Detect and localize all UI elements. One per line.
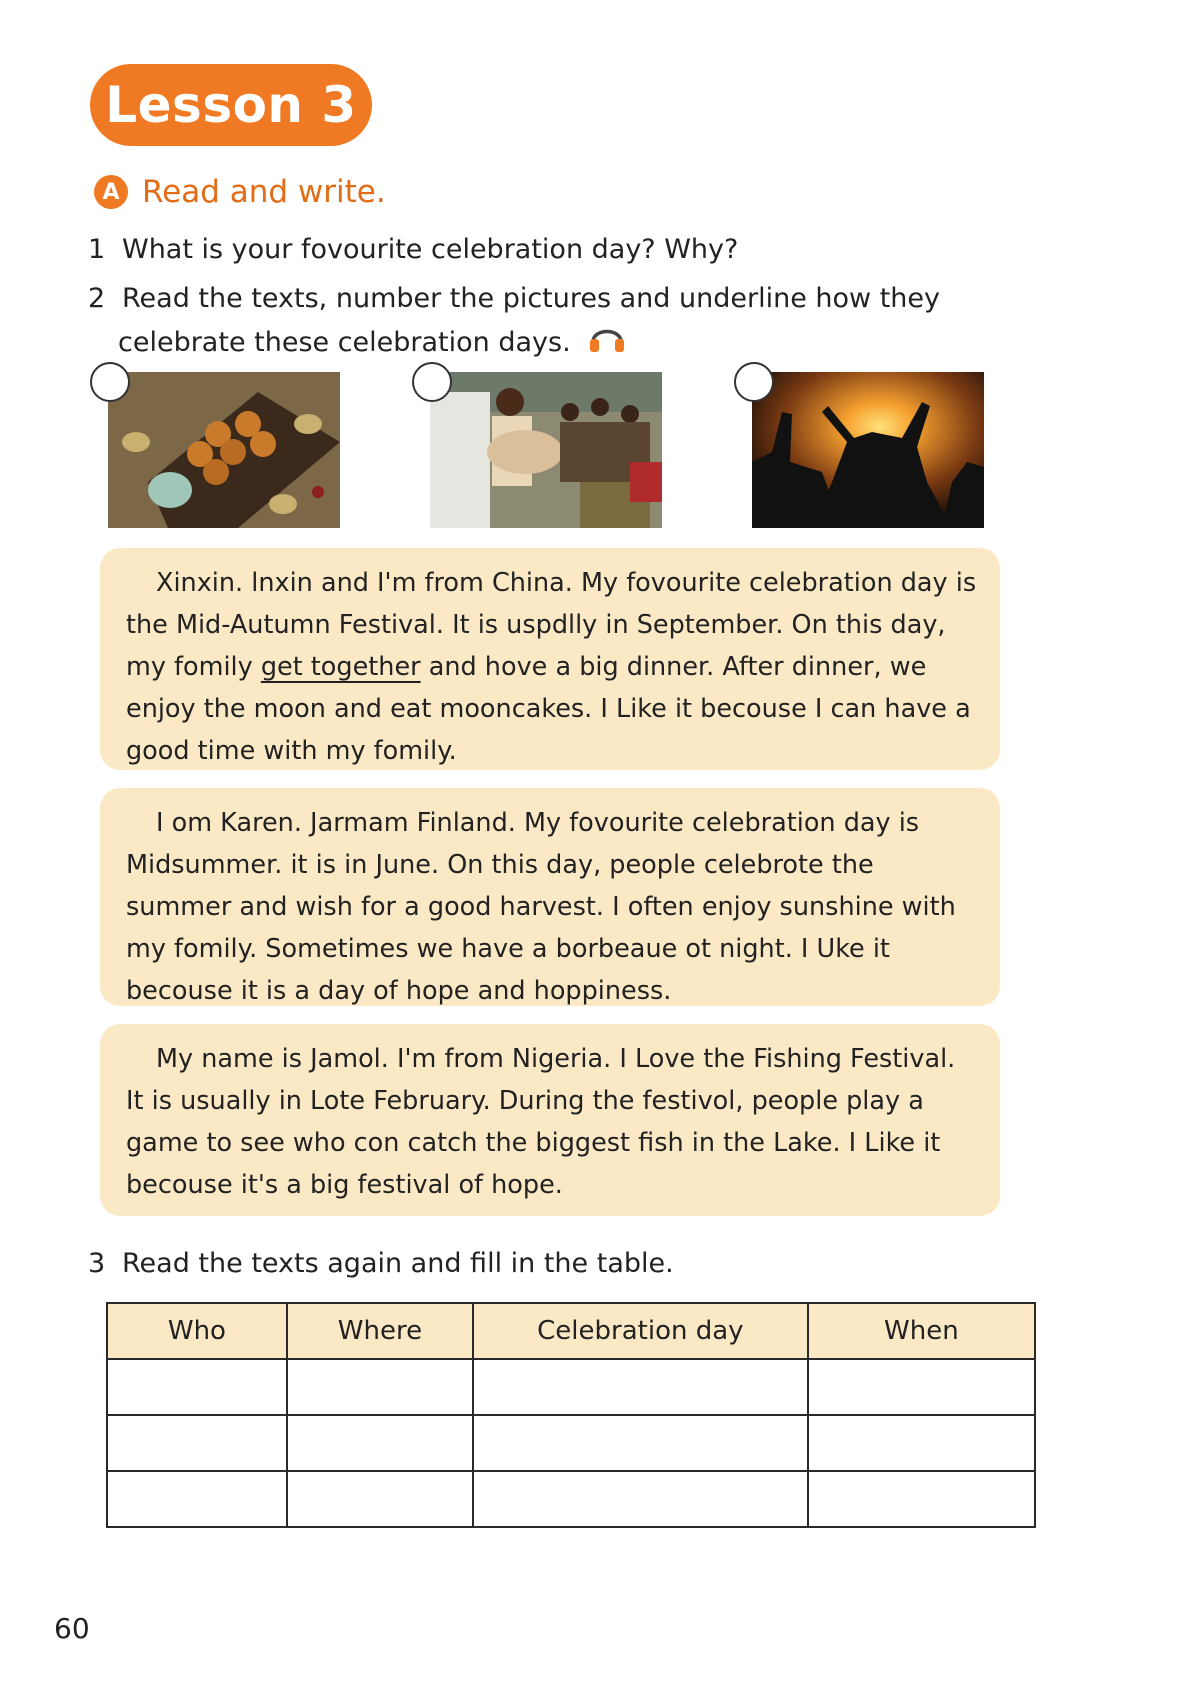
question-3-number: 3 xyxy=(88,1248,106,1279)
header-who: Who xyxy=(107,1303,287,1359)
question-1-number: 1 xyxy=(88,234,106,265)
table-cell[interactable] xyxy=(473,1359,808,1415)
page-number: 60 xyxy=(54,1612,90,1645)
text-paragraph: My name is Jamol. I'm from Nigeria. I Love the Fishing Festival. It is usually in Lote February. During the festivol, people play a game to see who con catch the biggest fish in the Lake. I Like it becouse it's a big festival of hope. xyxy=(126,1044,956,1200)
question-3 xyxy=(88,1243,674,1285)
picture-3-number-circle[interactable] xyxy=(734,362,774,402)
header-where: Where xyxy=(287,1303,473,1359)
fill-in-table xyxy=(106,1302,1036,1528)
table-cell[interactable] xyxy=(287,1415,473,1471)
table-row xyxy=(107,1471,1035,1527)
question-1-text: What is your fovourite celebration day? Why? xyxy=(122,234,739,265)
text-box-karen xyxy=(100,788,1000,1006)
picture-1-number-circle[interactable] xyxy=(90,362,130,402)
picture-2-number-circle[interactable] xyxy=(412,362,452,402)
section-a-header xyxy=(94,174,386,210)
question-2-line2 xyxy=(118,320,627,367)
table-row xyxy=(107,1359,1035,1415)
text-box-xinxin xyxy=(100,548,1000,770)
section-title: Read and write. xyxy=(142,174,386,210)
table-cell[interactable] xyxy=(287,1471,473,1527)
lesson-badge xyxy=(90,64,372,146)
question-2-number: 2 xyxy=(88,283,106,314)
table-cell[interactable] xyxy=(808,1415,1035,1471)
lesson-title: Lesson 3 xyxy=(105,76,357,134)
table-cell[interactable] xyxy=(808,1359,1035,1415)
table-cell[interactable] xyxy=(473,1415,808,1471)
text-box-jamal xyxy=(100,1024,1000,1216)
header-celebration-day: Celebration day xyxy=(473,1303,808,1359)
question-3-text: Read the texts again and fill in the table. xyxy=(122,1248,674,1279)
text-paragraph: I om Karen. Jarmam Finland. My fovourite celebration day is Midsummer. it is in June. On this day, people celebrote the summer and wish for a good harvest. I often enjoy sunshine with my fomily. Sometimes we have a borbeaue ot night. I Uke it becouse it is a day of hope and hoppiness. xyxy=(126,808,956,1006)
question-2-text: Read the texts, number the pictures and underline how they xyxy=(122,283,940,314)
question-1 xyxy=(88,229,738,271)
picture-fishing-festival xyxy=(430,372,662,528)
section-badge: A xyxy=(94,175,128,209)
table-cell[interactable] xyxy=(473,1471,808,1527)
table-cell[interactable] xyxy=(107,1415,287,1471)
question-2-text-line2: celebrate these celebration days. xyxy=(118,327,571,358)
table-cell[interactable] xyxy=(287,1359,473,1415)
table-header-row xyxy=(107,1303,1035,1359)
headphones-icon[interactable] xyxy=(587,320,627,367)
header-when: When xyxy=(808,1303,1035,1359)
question-2 xyxy=(88,278,940,320)
table-cell[interactable] xyxy=(107,1359,287,1415)
table-cell[interactable] xyxy=(107,1471,287,1527)
table-cell[interactable] xyxy=(808,1471,1035,1527)
picture-midsummer-sunset xyxy=(752,372,984,528)
picture-mooncakes xyxy=(108,372,340,528)
text-paragraph: Xinxin. lnxin and I'm from China. My fovourite celebration day is the Mid-Autumn Festival. It is uspdlly in September. On this day, my fomily get together and hove a big dinner. After dinner, we enjoy the moon and eat mooncakes. I Like it becouse I can have a good time with my fomily. xyxy=(126,568,977,766)
table-row xyxy=(107,1415,1035,1471)
underlined-phrase[interactable]: get together xyxy=(260,652,421,682)
